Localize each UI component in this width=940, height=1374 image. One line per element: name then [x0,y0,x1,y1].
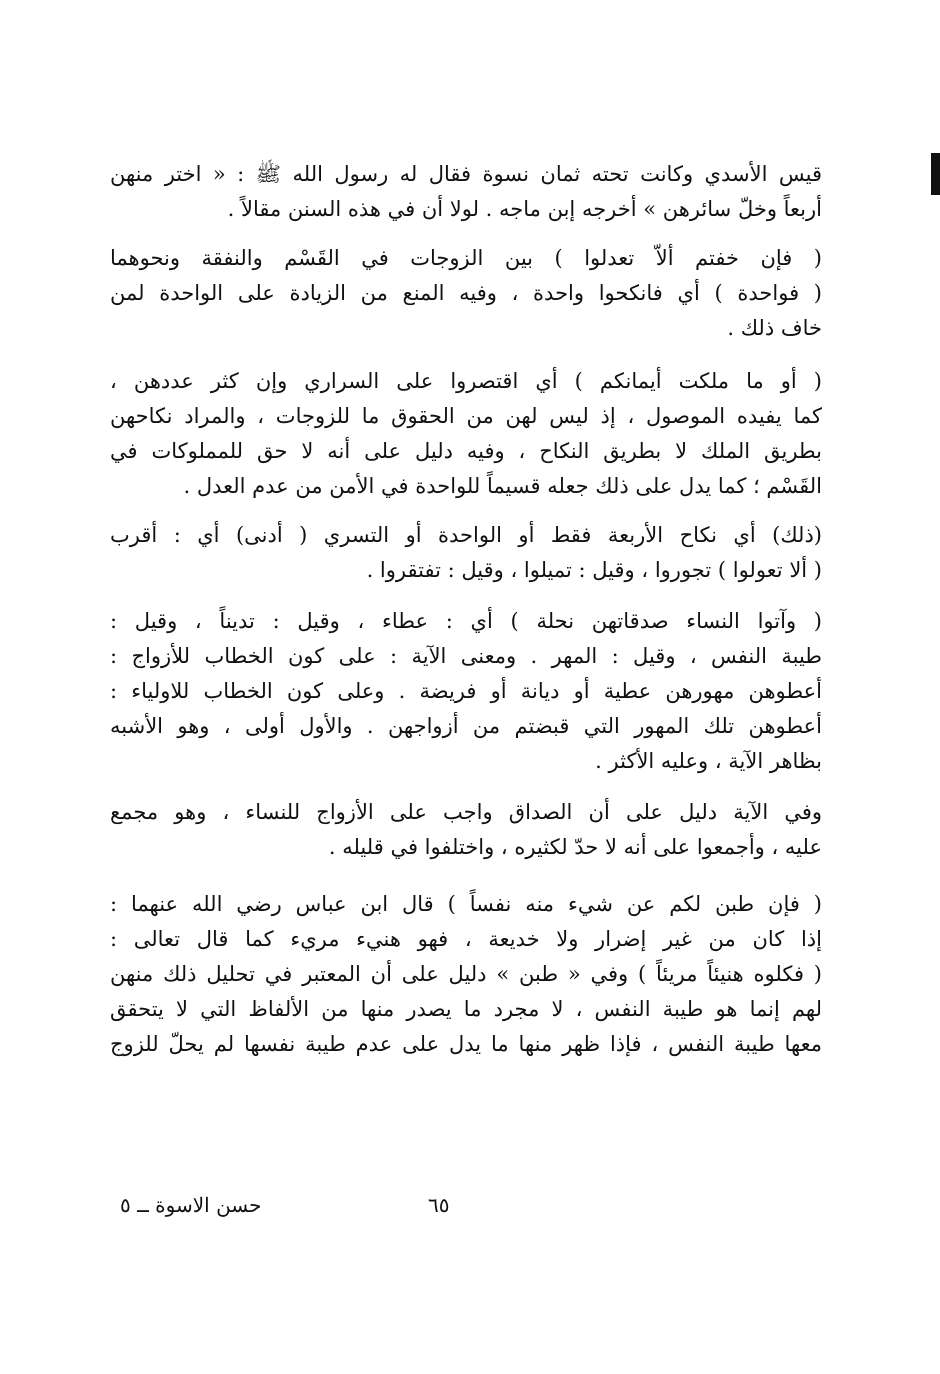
text-line: عليه ، وأجمعوا على أنه لا حدّ لكثيره ، واختلفوا في قليله . [328,835,822,859]
text-line: ( فإن خفتم ألاّ تعدلوا ) بين الزوجات في القَسْم والنفقة ونحوهما [110,246,822,270]
text-line: كما يفيده الموصول ، إذ ليس لهن من الحقوق ما للزوجات ، والمراد نكاحهن [110,404,822,428]
paragraph [110,518,822,588]
paragraph [110,887,822,1062]
text-line: ( وآتوا النساء صدقاتهن نحلة ) أي : عطاء ، وقيل : تديناً ، وقيل : [110,609,822,633]
paragraph [110,604,822,779]
text-line: خاف ذلك . [727,316,822,340]
text-line: أربعاً وخلّ سائرهن » أخرجه إبن ماجه . لولا أن في هذه السنن مقالاً . [227,197,822,221]
text-line: لهم إنما هو طيبة النفس ، لا مجرد ما يصدر منها من الألفاظ التي لا يتحقق [110,997,822,1021]
paragraph [110,241,822,346]
text-line: معها طيبة النفس ، فإذا ظهر منها ما يدل على عدم طيبة نفسها لم يحلّ للزوج [110,1032,822,1056]
text-line: قيس الأسدي وكانت تحته ثمان نسوة فقال له رسول الله ﷺ : « اختر منهن [110,162,822,186]
text-line: بطريق الملك لا بطريق النكاح ، وفيه دليل على أنه لا حق للمملوكات في [110,439,822,463]
text-line: ( فإن طبن لكم عن شيء منه نفساً ) قال ابن عباس رضي الله عنهما : [110,892,822,916]
text-line: القَسْم ؛ كما يدل على ذلك جعله قسيماً للواحدة في الأمن من عدم العدل . [183,474,822,498]
text-line: طيبة النفس ، وقيل : المهر . ومعنى الآية : على كون الخطاب للأزواج : [110,644,822,668]
paragraph [110,364,822,504]
text-line: ( ألا تعولوا ) تجوروا ، وقيل : تميلوا ، وقيل : تفتقروا . [366,558,822,582]
text-line: بظاهر الآية ، وعليه الأكثر . [595,749,822,773]
text-line: إذا كان من غير إضرار ولا خديعة ، فهو هنيء مريء كما قال تعالى : [110,927,822,951]
text-line: ( فواحدة ) أي فانكحوا واحدة ، وفيه المنع من الزيادة على الواحدة لمن [110,281,822,305]
page-edge-mark [931,153,940,195]
text-line: ( أو ما ملكت أيمانكم ) أي اقتصروا على السراري وإن كثر عددهن ، [110,369,822,393]
page-number: ٦٥ [428,1193,450,1217]
page-footer [110,1193,822,1223]
text-line: (ذلك) أي نكاح الأربعة فقط أو الواحدة أو التسري ( أدنى) أي : أقرب [110,523,822,547]
page-body-text [110,157,822,1080]
paragraph [110,157,822,227]
text-line: وفي الآية دليل على أن الصداق واجب على الأزواج للنساء ، وهو مجمع [110,800,822,824]
paragraph [110,795,822,865]
book-signature: حسن الاسوة ــ ٥ [120,1193,262,1217]
text-line: أعطوهن مهورهن عطية أو ديانة أو فريضة . وعلى كون الخطاب للاولياء : [110,679,822,703]
text-line: ( فكلوه هنيئاً مريئاً ) وفي « طبن » دليل على أن المعتبر في تحليل ذلك منهن [110,962,822,986]
text-line: أعطوهن تلك المهور التي قبضتم من أزواجهن . والأول أولى ، وهو الأشبه [110,714,822,738]
